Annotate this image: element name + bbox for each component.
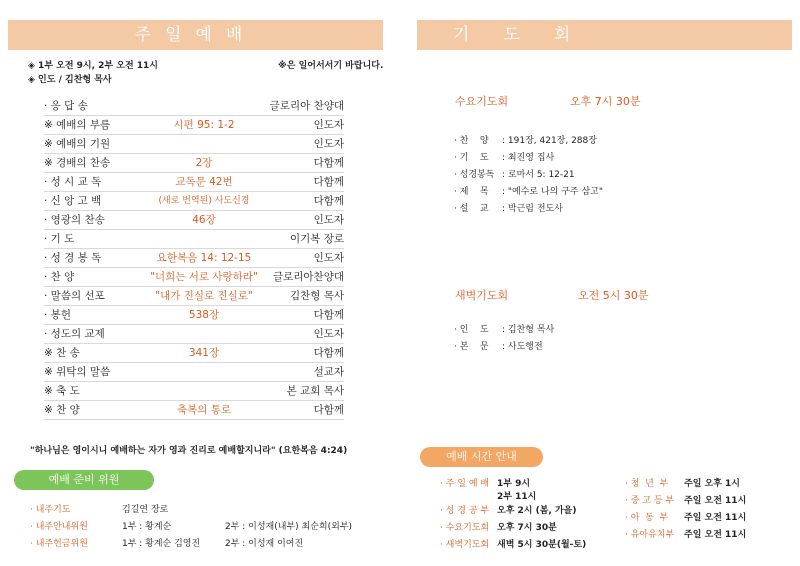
leader-line: ◈ 인도 / 김찬형 목사 <box>28 75 112 85</box>
order-item: · 기 도 <box>44 233 75 245</box>
schedule-time: 주일 오전 11시 <box>684 513 747 523</box>
schedule-title: 예배 시간 안내 <box>446 450 517 463</box>
order-detail: "너희는 서로 사랑하라" <box>150 271 258 283</box>
wed-prayer-title: 수요기도회 <box>455 95 509 108</box>
order-leader: 인도자 <box>313 119 344 131</box>
schedule-time: 새벽 5시 30분(월-토) <box>497 540 587 550</box>
schedule-label: · 성 경 공 부 <box>440 506 490 516</box>
wed-prayer-time: 오후 7시 30분 <box>570 95 641 108</box>
order-leader: 다함께 <box>313 309 344 321</box>
committee-member-2: 2부 : 이성재 이여진 <box>225 539 304 549</box>
wed-item-value: : "예수로 나의 구주 삼고" <box>502 187 604 197</box>
order-row <box>44 286 344 306</box>
schedule-time: 1부 9시 <box>497 479 531 489</box>
wed-item-value: : 191장, 421장, 288장 <box>502 136 597 146</box>
dawn-item-value: : 사도행전 <box>502 342 543 352</box>
order-row <box>44 381 344 401</box>
worship-header <box>8 20 383 50</box>
order-leader: 본 교회 목사 <box>286 385 344 397</box>
scripture-quote: "하나님은 영이시니 예배하는 자가 영과 진리로 예배할지니라" (요한복음 4:24) <box>30 446 348 456</box>
dawn-prayer-time: 오전 5시 30분 <box>578 289 649 302</box>
committee-member-2: 2부 : 이성재(내부) 최순희(외부) <box>225 522 353 532</box>
schedule-label: · 주 일 예 배 <box>440 479 490 489</box>
order-detail: 축복의 통로 <box>176 404 232 416</box>
order-detail: 341장 <box>188 347 220 359</box>
committee-label: · 내주헌금위원 <box>30 539 88 549</box>
wed-item-value: : 로마서 5: 12-21 <box>502 170 575 180</box>
committee-label: · 내주안내위원 <box>30 522 88 532</box>
wed-item-label: · 기 도 <box>454 153 489 163</box>
order-item: · 성 시 교 독 <box>44 176 102 188</box>
order-leader: 다함께 <box>313 195 344 207</box>
order-leader: 이기복 장로 <box>289 233 344 245</box>
wed-item-label: · 제 목 <box>454 187 489 197</box>
wed-item-value: : 박근림 전도사 <box>502 204 563 214</box>
order-leader: 인도자 <box>313 328 344 340</box>
schedule-label: · 새벽기도회 <box>440 540 490 550</box>
order-detail: 46장 <box>192 214 216 226</box>
wed-item-label: · 성경봉독 <box>454 170 495 180</box>
prayer-header-text: 기도회 <box>453 25 605 45</box>
wed-item-label: · 설 교 <box>454 204 489 214</box>
order-item: · 말씀의 선포 <box>44 290 105 302</box>
order-row <box>44 343 344 363</box>
order-detail: 요한복음 14: 12-15 <box>156 252 252 264</box>
order-row <box>44 362 344 382</box>
worship-header-text: 주일예배 <box>134 25 257 45</box>
dawn-item-label: · 본 문 <box>454 342 489 352</box>
order-row <box>44 305 344 325</box>
order-item: · 찬 양 <box>44 271 75 283</box>
schedule-label: · 유아유치부 <box>625 530 675 540</box>
order-item: ※ 찬 양 <box>44 404 80 416</box>
schedule-time: 2부 11시 <box>497 492 537 502</box>
order-leader: 인도자 <box>313 252 344 264</box>
wed-item-value: : 최진영 집사 <box>502 153 555 163</box>
order-detail: 538장 <box>188 309 220 321</box>
schedule-time: 주일 오후 1시 <box>684 479 740 489</box>
schedule-title-badge <box>420 447 543 467</box>
order-item: ※ 경배의 찬송 <box>44 157 111 169</box>
order-item: · 성도의 교제 <box>44 328 105 340</box>
standing-note: ※은 일어서서기 바랍니다. <box>278 61 384 71</box>
schedule-label: · 수요기도회 <box>440 523 490 533</box>
wed-item-label: · 찬 양 <box>454 136 489 146</box>
order-item: · 응 답 송 <box>44 100 88 112</box>
order-row <box>44 153 344 173</box>
order-item: ※ 예배의 부름 <box>44 119 111 131</box>
order-item: ※ 축 도 <box>44 385 80 397</box>
order-item: · 영광의 찬송 <box>44 214 105 226</box>
dawn-item-label: · 인 도 <box>454 325 489 335</box>
order-row <box>44 267 344 287</box>
order-leader: 다함께 <box>313 347 344 359</box>
order-detail: (새로 번역된) 사도신경 <box>158 196 250 206</box>
order-row <box>44 210 344 230</box>
order-leader: 글로리아 찬양대 <box>269 100 344 112</box>
order-detail: 교독문 42번 <box>175 176 233 188</box>
order-row <box>44 229 344 249</box>
committee-member-1: 1부 : 황계순 <box>122 522 172 532</box>
order-row <box>44 400 344 420</box>
order-item: ※ 예배의 기원 <box>44 138 111 150</box>
schedule-time: 오후 7시 30분 <box>497 523 557 533</box>
order-item: ※ 위탁의 말씀 <box>44 366 111 378</box>
committee-label: · 내주기도 <box>30 505 71 515</box>
order-leader: 다함께 <box>313 404 344 416</box>
order-row <box>44 96 344 116</box>
order-item: ※ 찬 송 <box>44 347 80 359</box>
order-row <box>44 134 344 154</box>
order-item: · 성 경 봉 독 <box>44 252 102 264</box>
order-detail: 시편 95: 1-2 <box>173 119 235 131</box>
committee-member-1: 1부 : 황계순 김영진 <box>122 539 201 549</box>
schedule-time: 주일 오전 11시 <box>684 496 747 506</box>
order-leader: 인도자 <box>313 214 344 226</box>
schedule-label: · 아 동 부 <box>625 513 669 523</box>
committee-title: 예배 준비 위원 <box>48 473 120 486</box>
committee-title-badge <box>14 470 154 490</box>
schedule-label: · 중 고 등 부 <box>625 496 675 506</box>
order-item: · 봉헌 <box>44 309 71 321</box>
dawn-item-value: : 김찬형 목사 <box>502 325 555 335</box>
order-row <box>44 324 344 344</box>
service-times: ◈ 1부 오전 9시, 2부 오전 11시 <box>28 61 159 71</box>
order-detail: 2장 <box>195 157 213 169</box>
order-leader: 다함께 <box>313 157 344 169</box>
order-row <box>44 248 344 268</box>
order-item: · 신 앙 고 백 <box>44 195 102 207</box>
order-leader: 김찬형 목사 <box>289 290 344 302</box>
order-row <box>44 191 344 211</box>
order-leader: 글로리아찬양대 <box>272 271 344 283</box>
order-leader: 다함께 <box>313 176 344 188</box>
order-row <box>44 172 344 192</box>
committee-member-1: 김길연 장로 <box>122 505 169 515</box>
schedule-time: 오후 2시 (봄, 가을) <box>497 506 577 516</box>
order-leader: 인도자 <box>313 138 344 150</box>
prayer-header <box>417 20 792 50</box>
order-leader: 설교자 <box>313 366 344 378</box>
schedule-time: 주일 오전 11시 <box>684 530 747 540</box>
schedule-label: · 청 년 부 <box>625 479 669 489</box>
order-row <box>44 115 344 135</box>
dawn-prayer-title: 새벽기도회 <box>455 289 509 302</box>
order-detail: "내가 진실로 진실로" <box>155 290 253 302</box>
